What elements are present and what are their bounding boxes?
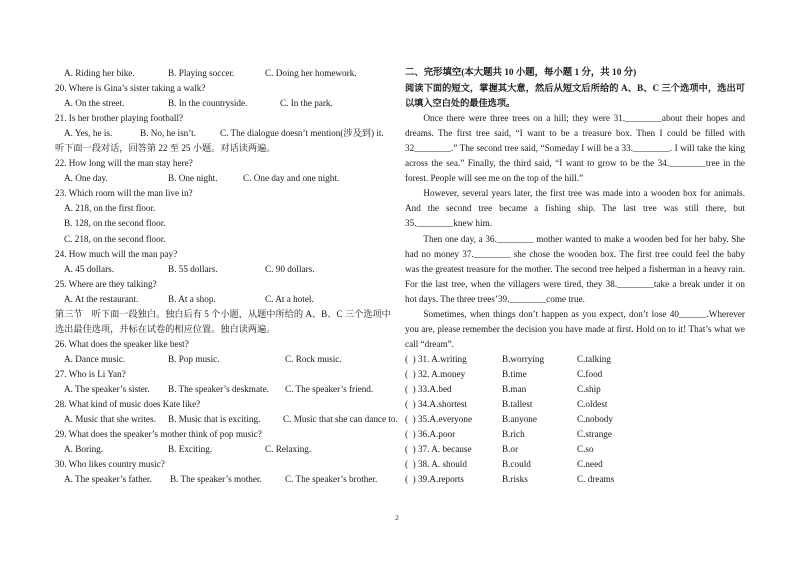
option-a: A. The speaker’s sister. <box>64 383 150 394</box>
option-a: ) 39.A.reports <box>408 474 464 485</box>
question-text: 28. What kind of music does Kate like? <box>55 399 201 410</box>
option-c: C. Doing her homework. <box>265 68 357 78</box>
page-number: 2 <box>395 514 399 522</box>
option-b: B.risks <box>502 474 528 485</box>
option-c: C. Relaxing. <box>265 444 312 455</box>
option-a: ) 31. A.writing <box>408 353 467 364</box>
option-b: B.rich <box>502 429 525 440</box>
option-b: B. One night. <box>168 173 218 184</box>
cloze-passage <box>405 111 745 352</box>
option-c: C. Music that she can dance to. <box>283 414 398 425</box>
answer-options <box>55 352 390 367</box>
option-c: C. The speaker’s friend. <box>285 383 374 394</box>
option-a: A. 45 dollars. <box>64 263 115 274</box>
option-c: C.so <box>577 444 594 455</box>
answer-options <box>55 442 390 457</box>
answer-options <box>55 126 390 141</box>
option-a: A. Dance music. <box>64 353 126 364</box>
question-text: 21. Is her brother playing football? <box>55 113 184 124</box>
option-b: B.time <box>502 368 527 379</box>
answer-options <box>55 262 390 277</box>
question-text: 30. Who likes country music? <box>55 459 165 470</box>
question-text: 20. Where is Gina’s sister taking a walk? <box>55 83 206 94</box>
option-c: C. 90 dollars. <box>265 263 315 274</box>
option-a: ) 32. A.money <box>408 368 466 379</box>
option-b: B. 55 dollars. <box>168 263 218 274</box>
option-c: C. The dialogue doesn’t mention(涉及到) it. <box>220 128 384 139</box>
answer-options <box>55 292 390 307</box>
option-c: C.need <box>577 459 603 470</box>
passage-paragraph: Once there were three trees on a hill; they were 31.________about their hopes and dreams. The first tree said, “I want to be a treasure box. Then I could be filled with 32________.” The second tree said, “Someday I will be a 33.________. I will take the king across the sea.” Finally, the third said, “I want to grow to be the 34.________tree in the forest. People will see me on the top of the hill.” <box>405 113 745 184</box>
option-b: B. Exciting. <box>168 444 213 455</box>
option-b: B. Music that is exciting. <box>168 414 261 425</box>
option-a: A. At the restaurant. <box>64 293 139 304</box>
section-instruction: 阅读下面的短文，掌握其大意，然后从短文后所给的 A、B、C 三个选项中，选出可以填入空白处的最佳选项。 <box>405 83 745 109</box>
cloze-question <box>405 427 745 442</box>
question-text: 选出最佳选项，并标在试卷的相应位置。独白读两遍。 <box>55 323 276 334</box>
option-a: ) 33.A.bed <box>408 383 452 394</box>
answer-options <box>55 382 390 397</box>
answer-bracket[interactable]: ( <box>405 474 409 485</box>
right-column <box>405 66 745 487</box>
option-c: C. In the park. <box>280 98 333 109</box>
option-c: C. Rock music. <box>285 353 342 364</box>
question-text: 29. What does the speaker’s mother think of pop music? <box>55 429 262 440</box>
option-a: ) 37. A. because <box>408 444 472 455</box>
answer-options <box>55 171 390 186</box>
option-a: ) 35.A.everyone <box>408 414 473 425</box>
answer-options <box>55 472 390 487</box>
option-c: C.food <box>577 368 603 379</box>
option-c: C.talking <box>577 353 611 364</box>
option-b: B. Playing soccer. <box>168 68 235 78</box>
answer-option-line: B. 128, on the second floor. <box>64 218 166 229</box>
cloze-options <box>405 352 745 487</box>
question-text: 听下面一段对话，回答第 22 至 25 小题。对话读两遍。 <box>55 143 276 154</box>
option-a: A. The speaker’s father. <box>64 474 152 485</box>
answer-options <box>55 96 390 111</box>
cloze-question <box>405 442 745 457</box>
cloze-question <box>405 472 745 487</box>
section-heading: 二、完形填空(本大题共 10 小题，每小题 1 分，共 10 分) <box>405 68 637 78</box>
answer-bracket[interactable]: ( <box>405 399 409 410</box>
option-c: C. One day and one night. <box>243 173 340 184</box>
cloze-question <box>405 457 745 472</box>
passage-paragraph: However, several years later, the first tree was made into a wooden box for animals. And the second tree became a fishing ship. The last tree was still there, but 35.________knew him. <box>405 188 745 229</box>
question-text: 第三节 听下面一段独白。独白后有 5 个小题，从题中所给的 A、B、C 三个选项中 <box>55 308 391 319</box>
option-a: ) 38. A. should <box>408 459 467 470</box>
option-c: C.nobody <box>577 414 613 425</box>
answer-options <box>55 66 390 81</box>
option-c: C. dreams <box>577 474 615 485</box>
question-text: 25. Where are they talking? <box>55 278 157 289</box>
option-a: A. Riding her bike. <box>64 68 135 78</box>
option-b: B.anyone <box>502 414 537 425</box>
answer-bracket[interactable]: ( <box>405 414 409 425</box>
answer-option-line: A. 218, on the first floor. <box>64 203 156 214</box>
option-c: C. At a hotel. <box>265 293 314 304</box>
question-text: 23. Which room will the man live in? <box>55 188 193 199</box>
answer-bracket[interactable]: ( <box>405 429 409 440</box>
option-b: B.worrying <box>502 353 545 364</box>
option-c: C.oldest <box>577 399 608 410</box>
question-text: 27. Who is Li Yan? <box>55 368 126 379</box>
option-c: C.strange <box>577 429 612 440</box>
option-b: B. In the countryside. <box>168 98 248 109</box>
option-b: B.or <box>502 444 519 455</box>
cloze-question <box>405 397 745 412</box>
answer-bracket[interactable]: ( <box>405 459 409 470</box>
cloze-question <box>405 382 745 397</box>
option-b: B. Pop music. <box>168 353 220 364</box>
cloze-question <box>405 352 745 367</box>
option-a: A. Yes, he is. <box>64 128 113 139</box>
option-a: A. Boring. <box>64 444 104 455</box>
answer-bracket[interactable]: ( <box>405 353 409 364</box>
option-a: A. On the street. <box>64 98 125 109</box>
option-b: B. The speaker’s deskmate. <box>168 383 269 394</box>
answer-bracket[interactable]: ( <box>405 444 409 455</box>
option-b: B.could <box>502 459 531 470</box>
cloze-question <box>405 412 745 427</box>
answer-bracket[interactable]: ( <box>405 368 409 379</box>
question-text: 26. What does the speaker like best? <box>55 338 189 349</box>
option-b: B.tallest <box>502 399 533 410</box>
option-b: B.man <box>502 383 527 394</box>
option-a: A. Music that she writes. <box>64 414 156 425</box>
option-c: C.ship <box>577 383 601 394</box>
cloze-question <box>405 367 745 382</box>
left-column <box>55 66 398 487</box>
passage-paragraph: Sometimes, when things don’t happen as you expect, don’t lose 40______.Wherever you are, please remember the decision you have made at first. Hold on to it! That’s what we call “dream”. <box>405 308 745 349</box>
answer-option-line: C. 218, on the second floor. <box>64 233 166 244</box>
option-c: C. The speaker’s brother. <box>285 474 378 485</box>
option-a: ) 36.A.poor <box>408 429 456 440</box>
option-a: A. One day. <box>64 173 108 184</box>
option-b: B. The speaker’s mother. <box>170 474 262 485</box>
question-text: 24. How much will the man pay? <box>55 248 178 259</box>
question-text: 22. How long will the man stay here? <box>55 158 193 169</box>
answer-bracket[interactable]: ( <box>405 383 409 394</box>
passage-paragraph: Then one day, a 36.________ mother wanted to make a wooden bed for her baby. She had no money 37.________ she chose the wooden box. The first tree could feel the baby was the greatest treasure for the mother. The second tree helped a fisherman in a heavy rain. For the last tree, when the villagers were tired, they 38.________take a break under it on hot days. The three trees’39.________come true. <box>405 233 745 304</box>
option-b: B. At a shop. <box>168 293 216 304</box>
option-b: B. No, he isn’t. <box>140 128 196 139</box>
option-a: ) 34.A.shortest <box>408 399 467 410</box>
answer-options <box>55 412 398 427</box>
